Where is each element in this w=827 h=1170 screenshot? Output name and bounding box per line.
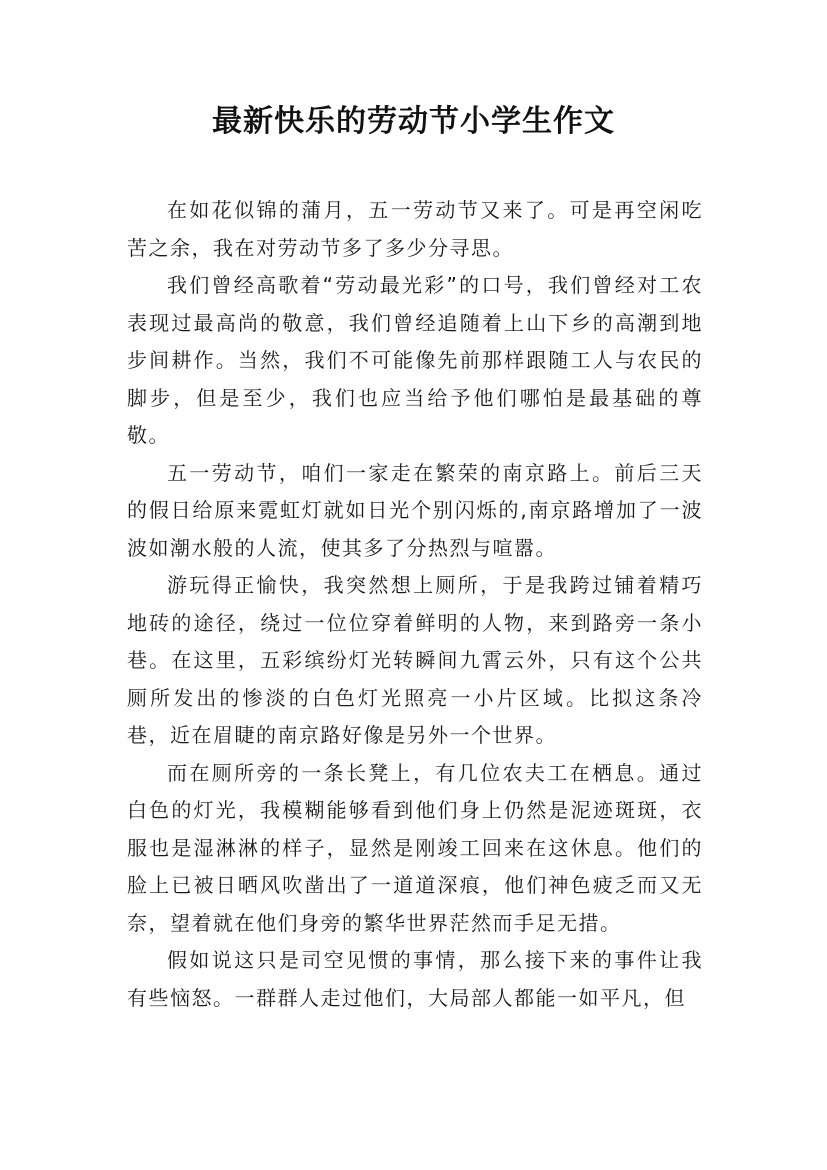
document-title: 最新快乐的劳动节小学生作文	[212, 104, 615, 139]
paragraph: 五一劳动节，咱们一家走在繁荣的南京路上。前后三天的假日给原来霓虹灯就如日光个别闪烁的,南京路增加了一波波如潮水般的人流，使其多了分热烈与喧嚣。	[127, 460, 703, 560]
paragraph: 我们曾经高歌着“劳动最光彩”的口号，我们曾经对工农表现过最高尚的敬意，我们曾经追随着上山下乡的高潮到地步间耕作。当然，我们不可能像先前那样跟随工人与农民的脚步，但是至少，我们也应当给予他们哪怕是最基础的尊敬。	[127, 273, 703, 447]
paragraph: 在如花似锦的蒲月，五一劳动节又来了。可是再空闲吃苦之余，我在对劳动节多了多少分寻思。	[127, 198, 703, 260]
paragraph: 而在厕所旁的一条长凳上，有几位农夫工在栖息。通过白色的灯光，我模糊能够看到他们身上仍然是泥迹斑斑，衣服也是湿淋淋的样子，显然是刚竣工回来在这休息。他们的脸上已被日晒风吹凿出了一道道深痕，他们神色疲乏而又无奈，望着就在他们身旁的繁华世界茫然而手足无措。	[127, 760, 703, 935]
document-body	[127, 192, 703, 1017]
paragraph: 假如说这只是司空见惯的事情，那么接下来的事件让我有些恼怒。一群群人走过他们，大局部人都能一如平凡，但	[127, 948, 703, 1010]
paragraph: 游玩得正愉快，我突然想上厕所，于是我跨过铺着精巧地砖的途径，绕过一位位穿着鲜明的人物，来到路旁一条小巷。在这里，五彩缤纷灯光转瞬间九霄云外，只有这个公共厕所发出的惨淡的白色灯光照亮一小片区域。比拟这条冷巷，近在眉睫的南京路好像是另外一个世界。	[127, 573, 703, 747]
